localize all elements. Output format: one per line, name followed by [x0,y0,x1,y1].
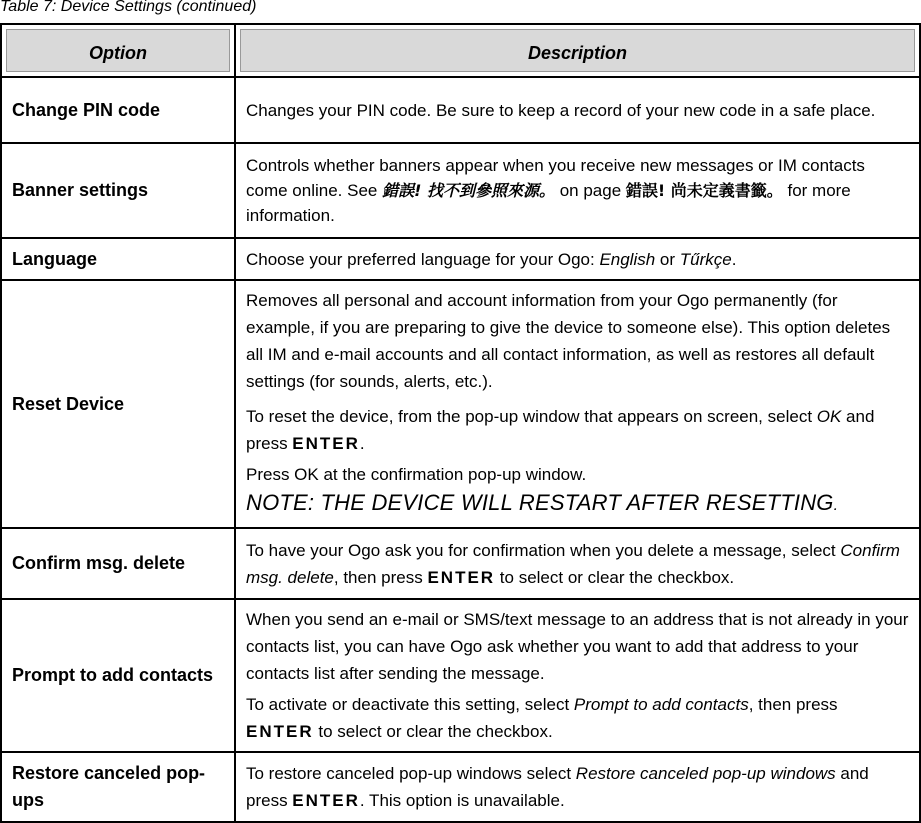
text: for more information. [246,181,851,225]
ok-term: OK [816,407,842,426]
menu-item-term: Confirm msg. delete [246,540,900,587]
text: To restore canceled pop-up windows select [246,764,576,783]
table-row [1,143,920,238]
text: or [655,249,680,269]
restart-note [246,488,909,521]
text: , then press [333,567,428,587]
device-settings-table [0,23,921,823]
table-row [1,752,920,822]
table-row [1,528,920,599]
text: . [731,249,737,269]
description-banner-settings [235,143,920,238]
option-banner-settings: Banner settings [1,143,235,238]
description-change-pin: Changes your PIN code. Be sure to keep a record of your new code in a safe place. [235,77,920,143]
text: to select or clear the checkbox. [313,722,553,741]
text: To have your Ogo ask you for confirmation when you delete a message, select [246,540,841,560]
description-confirm-msg-delete [235,528,920,599]
paragraph [246,403,909,457]
text: on page [554,181,626,200]
option-confirm-msg-delete: Confirm msg. delete [1,528,235,599]
description-reset-device [235,280,920,528]
table-caption: Table 7: Device Settings (continued) [0,0,257,15]
text: To reset the device, from the pop-up window that appears on screen, select [246,407,817,426]
description-restore-canceled-popups [235,752,920,822]
option-change-pin: Change PIN code [1,77,235,143]
paragraph: When you send an e-mail or SMS/text message to an address that is not already in your contacts list, you can have Ogo ask whether you want to add that address to your contacts list after sending the message. [246,610,909,683]
table-row [1,238,920,280]
header-option: Option [1,24,235,77]
paragraph: Removes all personal and account information from your Ogo permanently (for example, if you are preparing to give the device to someone else). This option deletes all IM and e-mail accounts and all contact information, as well as restores all default settings (for sounds, alerts, etc.). [246,291,891,391]
text: and press [246,764,869,810]
option-reset-device: Reset Device [1,280,235,528]
text: . [359,434,365,453]
table-row [1,77,920,143]
note-period: . [833,497,839,514]
enter-key: ENTER [246,722,314,741]
error-bookmark-text: 錯誤! 尚未定義書籤。 [625,181,783,200]
language-english: English [599,249,656,269]
text: Choose your preferred language for your Ogo: [246,249,600,269]
option-prompt-to-add-contacts: Prompt to add contacts [1,599,235,752]
menu-item-term: Restore canceled pop-up windows [575,764,836,783]
enter-key: ENTER [427,567,496,587]
header-description: Description [235,24,920,77]
option-restore-canceled-popups: Restore canceled pop-ups [1,752,235,822]
menu-item-term: Prompt to add contacts [573,695,749,714]
note-text: NOTE: THE DEVICE WILL RESTART AFTER RESETTING [246,490,834,515]
option-language: Language [1,238,235,280]
text: , then press [748,695,838,714]
table-row [1,280,920,528]
table-row [1,599,920,752]
description-prompt-to-add-contacts [235,599,920,752]
text: . This option is unavailable. [359,791,565,810]
paragraph: Press OK at the confirmation pop-up window. [246,465,587,484]
paragraph [246,691,909,745]
text: To activate or deactivate this setting, select [246,695,574,714]
description-language [235,238,920,280]
text: and press [246,407,875,453]
text: to select or clear the checkbox. [495,567,735,587]
enter-key: ENTER [292,434,360,453]
enter-key: ENTER [292,791,360,810]
error-reference-text: 錯誤! 找不到參照來源。 [382,181,555,200]
text: Controls whether banners appear when you receive new messages or IM contacts come online. See [246,156,865,200]
language-turkce: Tűrkçe [679,249,732,269]
table-header-row [1,24,920,77]
